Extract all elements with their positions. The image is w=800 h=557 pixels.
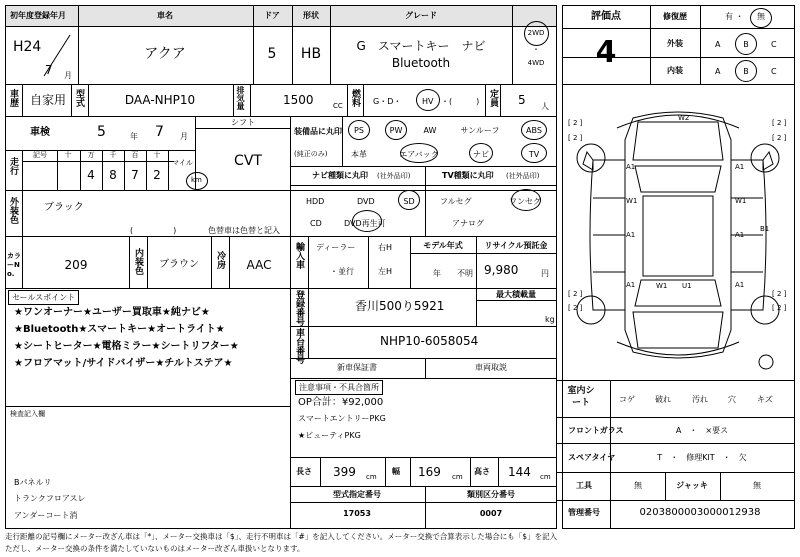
inspection-month: 7 — [155, 124, 164, 140]
nav-note: (社外品印) — [377, 172, 411, 180]
reg-month: 7 — [45, 63, 53, 77]
eq-navi: ナビ — [473, 150, 489, 159]
length-unit: cm — [366, 473, 377, 481]
model: DAA-NHP10 — [124, 93, 196, 107]
interior-a: A — [715, 67, 721, 76]
class-no: 0007 — [479, 509, 503, 518]
new-car-warranty: 新車保証書 — [337, 363, 377, 372]
jack-value: 無 — [753, 481, 761, 490]
eq-leather: 本革 — [351, 150, 367, 159]
usage: 自家用 — [30, 93, 67, 107]
usage-label: 車歴 — [8, 89, 18, 107]
seat-opt-burn: コゲ — [619, 395, 635, 404]
diagram-label-a1-fr: A1 — [735, 163, 745, 171]
shift-label: シフト — [231, 118, 255, 127]
tools-label: 工具 — [576, 481, 592, 490]
reg-year-label: 初年度登録年月 — [10, 11, 66, 20]
sales-point-4: ★フロアマット/サイドバイザー★チルトステア★ — [14, 358, 233, 369]
tv-label: TV種類に丸印 — [442, 171, 494, 180]
diagram-label-w1-r: W1 — [735, 197, 747, 205]
corner-mark-4: [ 2 ] — [772, 134, 787, 142]
interior-color-label: 内装色 — [133, 248, 143, 275]
inspector-label: 検査記入欄 — [10, 410, 45, 418]
corner-mark-1: [ 2 ] — [568, 119, 583, 127]
nav-label: ナビ種類に丸印 — [312, 171, 368, 180]
mileage-digit-3: 7 — [131, 168, 139, 182]
reg-era-year: H24 — [13, 39, 42, 55]
chassis: NHP10-6058054 — [380, 334, 479, 348]
vehicle-manual: 車両取説 — [475, 363, 507, 372]
diagram-label-b1: B1 — [760, 225, 770, 233]
diagram-label-w1-l: W1 — [626, 197, 638, 205]
sales-point-3: ★シートヒーター★電格ミラー★シートリフター★ — [14, 341, 239, 352]
max-load-label: 最大積載量 — [496, 290, 536, 299]
chassis-label: 車台番号 — [294, 328, 304, 364]
capacity: 5 — [518, 93, 526, 107]
inspection-label: 車検 — [30, 127, 50, 138]
mileage-head-1: 十 — [64, 151, 72, 159]
inspection-year: 5 — [97, 124, 106, 140]
height-unit: cm — [540, 473, 551, 481]
tv-analog: アナログ — [452, 219, 484, 228]
shift: CVT — [234, 153, 262, 169]
length: 399 — [333, 465, 356, 479]
eq-abs: ABS — [526, 126, 542, 135]
mgmt-no: 0203800003000012938 — [639, 507, 761, 518]
exterior-label: 外装 — [667, 39, 683, 48]
sales-point-2: ★Bluetooth★スマートキー★オートライト★ — [14, 324, 225, 335]
tv-fullseg: フルセグ — [440, 197, 472, 206]
footer-line-1: 走行距離の記号欄にメーター改ざん車は「*」、メーター交換車は「$」、走行不明車は「#」を記入してください。メーター交換で合算表示した場合にも「$」を記入 — [5, 532, 558, 541]
repair-options: 有 ・ — [725, 12, 744, 21]
eq-airbag: エアバック — [399, 150, 439, 159]
sales-points-label: セールスポイント — [8, 290, 79, 305]
fuel-paren: ・( ) — [441, 97, 480, 106]
tv-note: (社外品印) — [506, 172, 540, 180]
interior-label: 内装 — [667, 66, 683, 75]
exterior-c: C — [771, 40, 777, 49]
seat-opt-tear: 破れ — [655, 395, 671, 404]
inspector-line-1: Bパネルリ — [14, 478, 52, 487]
model-year-label: モデル年式 — [423, 241, 463, 250]
width: 169 — [418, 465, 441, 479]
interior-c: C — [771, 67, 777, 76]
color-value: ブラック — [44, 202, 84, 213]
diagram-label-w1-rear: W1 — [656, 282, 668, 290]
corner-mark-6: [ 2 ] — [772, 290, 787, 298]
color-label: 外装色 — [8, 197, 18, 224]
fuel-label: 燃料 — [350, 89, 360, 107]
car-name: アクア — [144, 46, 186, 62]
sales-point-1: ★ワンオーナー★ユーザー買取車★純ナビ★ — [14, 307, 210, 318]
mileage-label: 走行 — [8, 157, 18, 175]
drive-2wd: 2WD — [527, 29, 545, 37]
inspector-line-3: アンダーコート消 — [14, 511, 78, 520]
diagram-label-u1: U1 — [682, 282, 692, 290]
interior-color: ブラウン — [159, 259, 199, 270]
repair-label: 修復歴 — [663, 12, 687, 21]
diagram-label-a1-rr: A1 — [735, 281, 745, 289]
corner-mark-7: [ 2 ] — [568, 304, 583, 312]
import-left: 左H — [378, 267, 393, 276]
mileage-head-5: 十 — [153, 151, 161, 159]
windshield-label: フロントガラス — [568, 426, 624, 435]
registration-value: 香川500り5921 — [355, 299, 445, 313]
km-label: km — [191, 176, 202, 184]
nav-dvd: DVD — [357, 197, 375, 206]
fuel-selected: HV — [422, 97, 434, 106]
nav-hdd: HDD — [306, 197, 325, 206]
mgmt-label: 管理番号 — [568, 508, 600, 517]
eq-sunroof: サンルーフ — [460, 126, 500, 135]
color-code-label: カラーNo. — [7, 252, 21, 278]
interior-seat-label: 室内シート — [567, 386, 595, 408]
note-line-1: OP合計：¥92,000 — [298, 397, 384, 408]
exterior-a: A — [715, 40, 721, 49]
grade-line2: Bluetooth — [391, 56, 451, 70]
body-label: 形状 — [303, 11, 319, 20]
mileage-head-4: 百 — [131, 151, 139, 159]
import-dealer: ディーラー — [316, 243, 356, 252]
seat-opt-hole: 穴 — [728, 395, 736, 404]
ac-label: 冷房 — [215, 251, 225, 269]
grade-line1: G スマートキー ナビ — [356, 39, 486, 53]
grade-label: グレード — [405, 11, 437, 20]
nav-dvd-play: DVD再生可 — [344, 219, 386, 228]
spare-tire-label: スペアタイヤ — [568, 453, 616, 462]
corner-mark-2: [ 2 ] — [772, 119, 787, 127]
tv-oneseg: ワンセグ — [509, 197, 541, 206]
width-unit: cm — [452, 473, 463, 481]
ac: AAC — [246, 258, 272, 272]
height: 144 — [508, 465, 531, 479]
capacity-label: 定員 — [488, 89, 498, 107]
mileage-digit-1: 4 — [87, 168, 95, 182]
reg-month-unit: 月 — [64, 71, 72, 80]
corner-mark-8: [ 2 ] — [772, 304, 787, 312]
doors-label: ドア — [264, 11, 280, 20]
interior-b: B — [743, 67, 749, 76]
eq-ps: PS — [354, 126, 364, 135]
mileage-head-3: 千 — [109, 151, 117, 159]
inspector-line-2: トランクフロアスレ — [14, 494, 86, 503]
equipment-note: (純正のみ) — [294, 150, 328, 158]
note-line-2: スマートエントリーPKG — [298, 414, 386, 423]
nav-cd: CD — [310, 219, 322, 228]
diagram-label-a1-rl: A1 — [626, 281, 636, 289]
fuel-options: G・D・ — [373, 97, 402, 106]
type-no-label: 型式指定番号 — [333, 490, 381, 499]
tools-value: 無 — [634, 481, 642, 490]
eq-tv: TV — [528, 150, 540, 159]
seat-opt-dirt: 汚れ — [692, 395, 708, 404]
car-damage-diagram — [563, 100, 794, 370]
windshield-options: A ・ ×要ス — [675, 426, 729, 435]
seat-opt-scratch: キズ — [757, 395, 773, 404]
height-label: 高さ — [474, 467, 490, 476]
eq-pw: PW — [389, 126, 403, 135]
car-name-label: 車名 — [157, 11, 173, 20]
corner-mark-3: [ 2 ] — [568, 134, 583, 142]
diagram-label-a1-fl: A1 — [626, 163, 636, 171]
equipment-label: 装備品に丸印 — [294, 127, 342, 136]
mileage-digit-4: 2 — [153, 168, 161, 182]
recycle-unit: 円 — [541, 269, 549, 278]
class-no-label: 類別区分番号 — [467, 490, 515, 499]
recycle-label: リサイクル預託金 — [484, 241, 548, 250]
inspection-year-unit: 年 — [130, 132, 138, 141]
spare-tire-options: T ・ 修理KIT ・ 欠 — [657, 453, 747, 462]
score-value: 4 — [595, 35, 617, 70]
color-note-paren: ( ) — [130, 226, 177, 235]
width-label: 幅 — [392, 467, 400, 476]
drive-sep: ・ — [532, 45, 540, 54]
import-parallel: ・並行 — [330, 267, 354, 276]
type-no: 17053 — [343, 509, 371, 518]
footer-line-2: ただし、メーター交換の条件を満たしていないものはメーター改ざん車扱いとなります。 — [5, 544, 305, 553]
diagram-label-w2: W2 — [678, 114, 690, 122]
repair-selected: 無 — [757, 12, 765, 21]
mileage-head-0: 記号 — [33, 151, 47, 159]
mile-label: マイル — [172, 159, 193, 167]
color-note: 色替車は色替と記入 — [208, 226, 280, 235]
jack-label: ジャッキ — [676, 481, 708, 490]
mileage-head-2: 万 — [87, 151, 95, 159]
max-load-unit: kg — [545, 315, 555, 324]
color-code: 209 — [64, 258, 88, 272]
import-label: 輸入車 — [294, 242, 304, 269]
diagram-label-a1-ml: A1 — [626, 231, 636, 239]
exterior-b: B — [743, 40, 749, 49]
drive-4wd: 4WD — [527, 59, 545, 67]
nav-sd: SD — [403, 197, 415, 206]
body: HB — [300, 46, 322, 62]
inspection-month-unit: 月 — [180, 132, 188, 141]
displacement: 1500 — [283, 93, 314, 107]
registration-label: 登録番号 — [294, 290, 304, 326]
score-label: 評価点 — [591, 11, 621, 22]
doors: 5 — [267, 46, 277, 62]
mileage-digit-2: 8 — [109, 168, 117, 182]
diagram-label-a1-mr: A1 — [735, 231, 745, 239]
model-year-value: 不明 — [457, 269, 473, 278]
length-label: 長さ — [296, 467, 312, 476]
model-year-unit: 年 — [433, 269, 441, 278]
note-line-3: ★ビューティPKG — [298, 431, 361, 440]
import-right: 右H — [378, 243, 393, 252]
eq-aw: AW — [423, 126, 437, 135]
model-label: 型式 — [74, 89, 84, 107]
notes-label: 注意事項・不具合箇所 — [295, 380, 383, 395]
recycle-value: 9,980 — [484, 263, 519, 277]
corner-mark-5: [ 2 ] — [568, 290, 583, 298]
displacement-label: 排気量 — [236, 86, 245, 110]
displacement-unit: CC — [333, 102, 343, 110]
capacity-unit: 人 — [541, 102, 549, 111]
